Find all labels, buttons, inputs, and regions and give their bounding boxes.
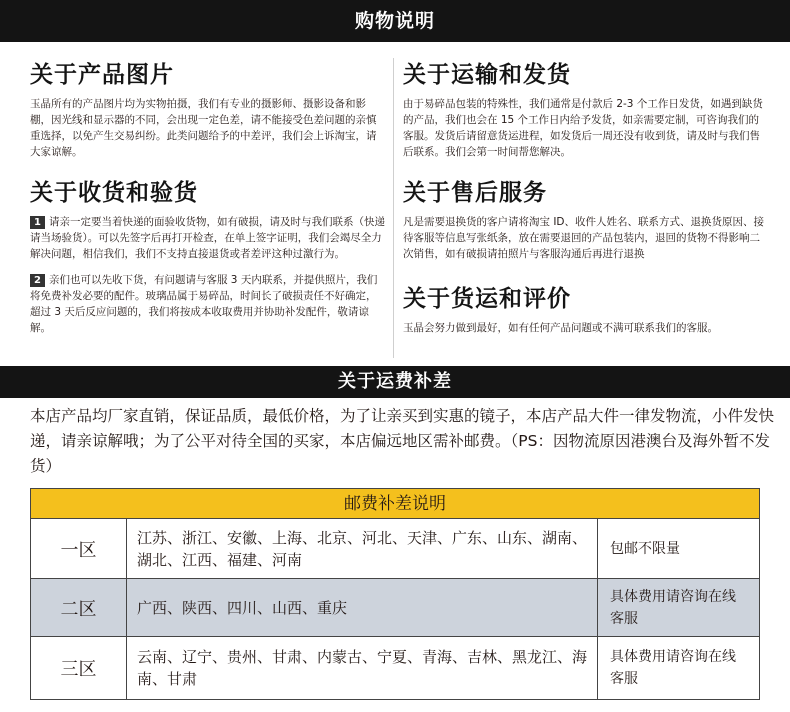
provinces-cell: 广西、陕西、四川、山西、重庆: [127, 579, 598, 636]
fee-cell: 具体费用请咨询在线客服: [610, 588, 736, 627]
table-title: 邮费补差说明: [31, 489, 759, 519]
zone-cell: 一区: [31, 519, 127, 578]
table-row: [31, 579, 759, 637]
zone-cell: 二区: [31, 579, 127, 636]
section-photos: [30, 60, 385, 160]
page-title: 购物说明: [354, 10, 435, 32]
section-body: 凡是需要退换货的客户请将淘宝 ID、收件人姓名、联系方式、退换货原因、接待客服等信息写张纸条，放在需要退回的产品包装内，退回的货物不得影响二次销售，如有破损请拍照片与客服沟通后再进行退换: [403, 216, 765, 260]
provinces-cell: 江苏、浙江、安徽、上海、北京、河北、天津、广东、山东、湖南、湖北、江西、福建、河南: [127, 519, 598, 578]
section-body: 玉晶会努力做到最好，如有任何产品问题或不满可联系我们的客服。: [403, 322, 718, 334]
section-title: 关于运输和发货: [403, 62, 571, 88]
number-badge: 2: [30, 274, 45, 287]
postage-table: [30, 488, 760, 700]
section-aftersales: [403, 178, 765, 262]
fee-cell: 包邮不限量: [610, 540, 680, 557]
section-body: 玉晶所有的产品图片均为实物拍摄，我们有专业的摄影师、摄影设备和影棚，因光线和显示器的不同，会出现一定色差，请不能接受色差问题的亲慎重选择，以免产生交易纠纷。此类问题给予的中差评，我们会上诉淘宝，请大家谅解。: [30, 98, 377, 158]
provinces-cell: 云南、辽宁、贵州、甘肃、内蒙古、宁夏、青海、吉林、黑龙江、海南、甘肃: [127, 637, 598, 699]
postage-title: 关于运费补差: [338, 371, 452, 392]
postage-intro: 本店产品均厂家直销，保证品质，最低价格，为了让亲买到实惠的镜子，本店产品大件一律发物流，小件发快递，请亲谅解哦；为了公平对待全国的买家，本店偏远地区需补邮费。（PS：因物流原因港澳台及海外暂不发货）: [30, 407, 775, 475]
table-row: [31, 637, 759, 699]
receiving-item-1: [30, 214, 385, 262]
postage-banner: [0, 366, 790, 398]
section-receiving: [30, 178, 385, 336]
section-title: 关于产品图片: [30, 62, 174, 88]
number-badge: 1: [30, 216, 45, 229]
receiving-item-2: [30, 272, 385, 336]
table-row: [31, 519, 759, 579]
section-title: 关于货运和评价: [403, 286, 571, 312]
section-body: 由于易碎品包装的特殊性，我们通常是付款后 2-3 个工作日发货，如遇到缺货的产品，我们也会在 15 个工作日内给予发货，如亲需要定制，可咨询我们的客服。发货后请留意货运进程，如发货后一周还没有收到货，请及时与我们售后联系。我们会第一时间帮您解决。: [403, 98, 763, 158]
section-shipping: [403, 60, 765, 160]
item-text: 亲们也可以先收下货，有问题请与客服 3 天内联系，并提供照片，我们将免费补发必要的配件。玻璃品属于易碎品，时间长了破损责任不好确定，超过 3 天后反应问题的，我们将按成本收取费用并协助补发配件，敬请谅解。: [30, 274, 378, 334]
zone-cell: 三区: [31, 637, 127, 699]
section-review: [403, 284, 765, 336]
item-text: 请亲一定要当着快递的面验收货物，如有破损，请及时与我们联系（快递请当场验货）。可以先签字后再打开检查，在单上签字证明，我们会竭尽全力解决问题，相信我们，我们不支持直接退货或者差评这种过激行为。: [30, 216, 385, 260]
fee-cell: 具体费用请咨询在线客服: [610, 649, 736, 687]
section-title: 关于收货和验货: [30, 180, 198, 206]
column-divider: [393, 58, 394, 358]
page-title-banner: [0, 0, 790, 42]
section-title: 关于售后服务: [403, 180, 547, 206]
